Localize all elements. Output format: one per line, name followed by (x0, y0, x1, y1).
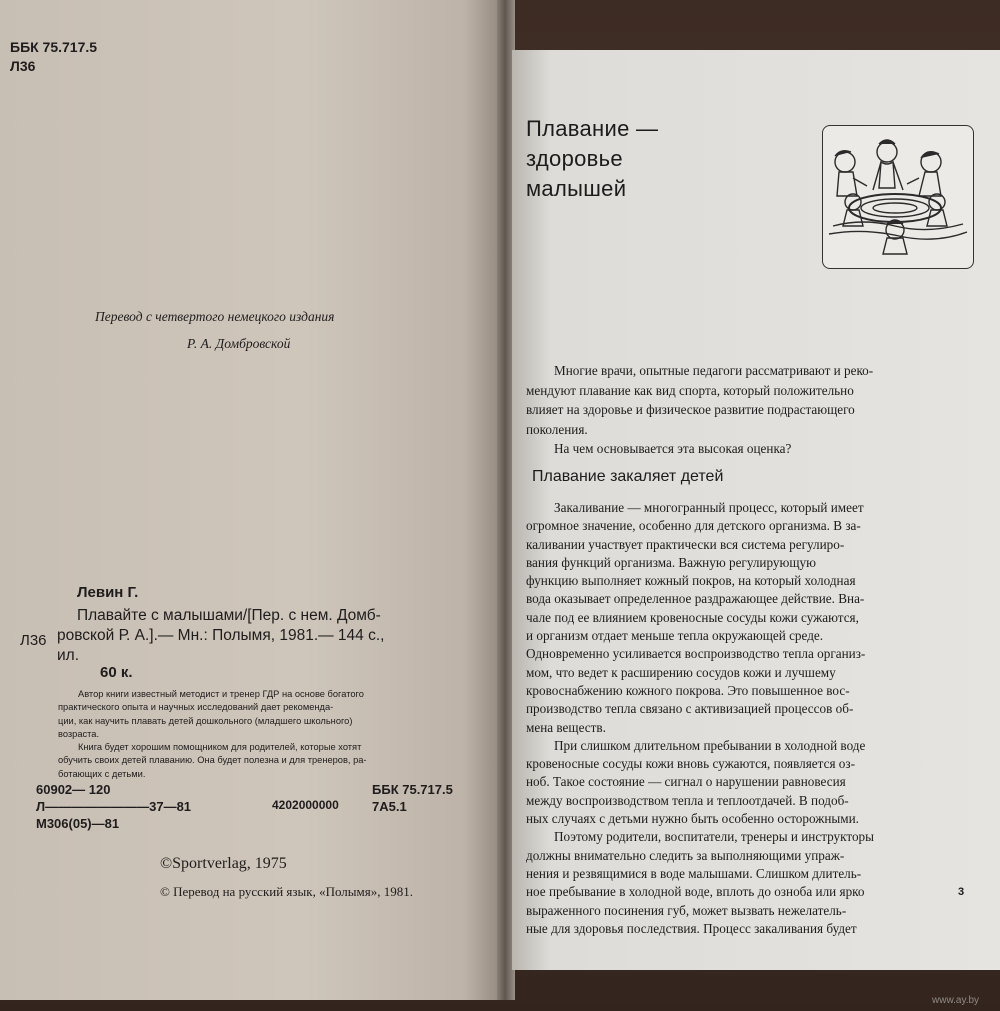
chapter-title-line: малышей (526, 176, 627, 201)
annotation-line: практического опыта и научных исследований дает рекоменда- (58, 702, 334, 713)
body-line: производство тепла связано с активизацией процессов об- (526, 701, 854, 717)
left-page (0, 0, 505, 1000)
body-line: Одновременно усиливается воспроизводство тепла организ- (526, 646, 866, 662)
body-line: вода оказывает определенное раздражающее действие. Вна- (526, 591, 865, 607)
body-line: ных случаях с детьми нужно быть особенно осторожными. (526, 811, 859, 827)
translator-name: Р. А. Домбровской (187, 336, 291, 351)
translation-note (95, 303, 334, 357)
children-swimming-illustration (822, 125, 974, 269)
catalog-code-line: Л————————37—81 (36, 799, 192, 814)
section-title: Плавание закаляет детей (532, 468, 724, 485)
page-number: 3 (958, 886, 965, 898)
body-line: огромное значение, особенно для детского организма. В за- (526, 518, 861, 534)
annotation-line: Автор книги известный методист и тренер ГДР на основе богатого (78, 689, 364, 699)
catalog-description-line: ил. (57, 647, 80, 664)
author-mark: Л36 (10, 58, 36, 74)
catalog-code-line: 60902— 120 (36, 782, 111, 797)
body-line: должны внимательно следить за выполняющими упраж- (526, 847, 845, 863)
catalog-description-line: Плавайте с малышами/[Пер. с нем. Домб- (77, 607, 381, 624)
body-line: нения и резвящимися в воде малышами. Слишком длитель- (526, 865, 862, 881)
body-line: Поэтому родители, воспитатели, тренеры и инструкторы (554, 829, 875, 845)
body-line: кровоснабжению кожного покрова. Это повышенное вос- (526, 682, 850, 698)
catalog-index: Л36 (20, 632, 47, 649)
price: 60 к. (100, 664, 133, 681)
body-line: функцию выполняет кожный покров, на который холодная (526, 573, 856, 589)
catalog-code-line: М306(05)—81 (36, 816, 120, 831)
catalog-bbk-line: 7А5.1 (372, 799, 407, 814)
intro-line: Многие врачи, опытные педагоги рассматривают и реко- (554, 363, 874, 378)
body-line: мена веществ. (526, 719, 606, 735)
catalog-description (57, 606, 385, 666)
body-line: кровеносные сосуды кожи вновь сужаются, появляется оз- (526, 756, 855, 772)
catalog-bbk-line: ББК 75.717.5 (372, 782, 453, 797)
body-line: и организм отдает меньше тепла окружающей среде. (526, 628, 824, 644)
catalog-code-number: 4202000000 (272, 798, 339, 812)
bbk-classification-top (10, 38, 97, 76)
body-text (526, 499, 874, 938)
body-line: мом, что ведет к расширению сосудов кожи и лучшему (526, 664, 836, 680)
annotation-line: возраста. (58, 728, 100, 739)
body-line: ное пребывание в холодной воде, вплоть до озноба или ярко (526, 884, 865, 900)
watermark: www.ay.by (932, 995, 980, 1006)
intro-line: поколения. (526, 421, 588, 437)
intro-line: На чем основывается эта высокая оценка? (554, 441, 792, 456)
annotation-line: Книга будет хорошим помощником для родителей, которые хотят (78, 742, 362, 753)
catalog-codes (36, 781, 191, 832)
body-line: При слишком длительном пребывании в холодной воде (554, 737, 866, 753)
copyright-original: ©Sportverlag, 1975 (160, 855, 287, 872)
catalog-author: Левин Г. (77, 584, 139, 601)
body-line: каливании участвует практически вся система регулиро- (526, 536, 845, 552)
copyright-translation: © Перевод на русский язык, «Полымя», 1981. (160, 884, 413, 899)
body-line: между воспроизводством тепла и теплоотдачей. В подоб- (526, 792, 849, 808)
intro-line: мендуют плавание как вид спорта, который положительно (526, 382, 854, 398)
body-line: ные для здоровья последствия. Процесс закаливания будет (526, 920, 857, 936)
intro-line: влияет на здоровье и физическое развитие подрастающего (526, 402, 855, 417)
annotation-line: обучить своих детей плаванию. Она будет полезна и для тренеров, ра- (58, 755, 367, 766)
intro-paragraph (526, 361, 873, 459)
translation-line: Перевод с четвертого немецкого издания (95, 309, 335, 324)
body-line: чале под ее влиянием кровеносные сосуды кожи сужаются, (526, 609, 859, 625)
annotation-line: ции, как научить плавать детей дошкольного (младшего школьного) (58, 715, 353, 726)
bbk-code: ББК 75.717.5 (10, 39, 98, 55)
catalog-bbk (372, 781, 453, 815)
catalog-description-line: ровской Р. А.].— Мн.: Полымя, 1981.— 144 с., (57, 627, 385, 644)
children-swimming-icon (823, 126, 973, 268)
body-line: ноб. Такое состояние — сигнал о нарушении равновесия (526, 774, 846, 790)
right-page (512, 50, 1000, 970)
copyright-block (160, 850, 413, 906)
body-line: Закаливание — многогранный процесс, который имеет (554, 500, 864, 515)
body-line: вания функций организма. Важную регулирующую (526, 554, 816, 570)
chapter-title (526, 114, 658, 204)
body-line: выраженного посинения губ, может вызвать нежелатель- (526, 902, 847, 918)
book-annotation (58, 688, 367, 781)
annotation-line: ботающих с детьми. (58, 768, 146, 779)
chapter-title-line: Плавание — (526, 116, 659, 141)
chapter-title-line: здоровье (526, 146, 623, 171)
